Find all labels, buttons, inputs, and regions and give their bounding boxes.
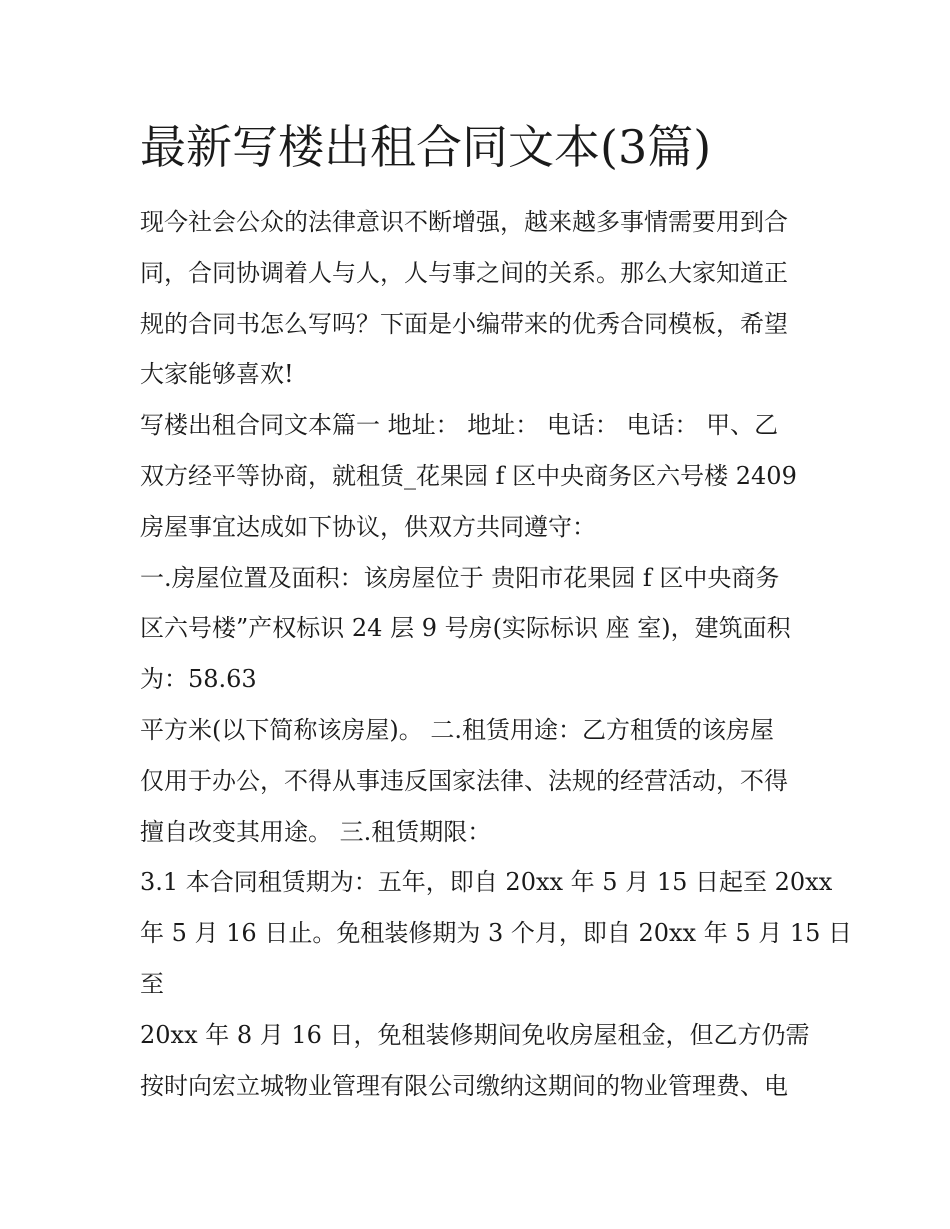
document-body [140, 197, 853, 1111]
paragraph-line: 同，合同协调着人与人，人与事之间的关系。那么大家知道正 [140, 258, 788, 287]
paragraph-line: 一.房屋位置及面积：该房屋位于 贵阳市花果园 f 区中央商务 [140, 563, 780, 592]
document-title: 最新写楼出租合同文本(3篇) [140, 120, 712, 174]
paragraph-line: 3.1 本合同租赁期为：五年，即自 20xx 年 5 月 15 日起至 20xx [140, 868, 833, 897]
paragraph-line: 现今社会公众的法律意识不断增强，越来越多事情需要用到合 [140, 208, 788, 236]
paragraph-line: 房屋事宜达成如下协议，供双方共同遵守： [140, 512, 596, 541]
paragraph-line: 区六号楼”产权标识 24 层 9 号房(实际标识 座 室)，建筑面积 [140, 614, 791, 643]
paragraph-line: 平方米(以下简称该房屋)。 二.租赁用途：乙方租赁的该房屋 [140, 715, 774, 744]
paragraph-line: 写楼出租合同文本篇一 地址： 地址： 电话： 电话： 甲、乙 [140, 411, 779, 440]
paragraph-line: 20xx 年 8 月 16 日，免租装修期间免收房屋租金，但乙方仍需 [140, 1020, 810, 1049]
paragraph-line: 至 [140, 969, 164, 998]
paragraph-line: 大家能够喜欢! [140, 360, 294, 389]
paragraph-line: 为：58.63 [140, 665, 257, 694]
paragraph-line: 仅用于办公，不得从事违反国家法律、法规的经营活动，不得 [140, 766, 788, 795]
paragraph-line: 年 5 月 16 日止。免租装修期为 3 个月，即自 20xx 年 5 月 15 日 [140, 919, 853, 948]
paragraph-line: 按时向宏立城物业管理有限公司缴纳这期间的物业管理费、电 [140, 1071, 788, 1100]
paragraph-line: 双方经平等协商，就租赁_花果园 f 区中央商务区六号楼 2409 [140, 461, 797, 490]
paragraph-line: 规的合同书怎么写吗？下面是小编带来的优秀合同模板，希望 [140, 309, 788, 338]
paragraph-line: 擅自改变其用途。 三.租赁期限： [140, 817, 492, 846]
